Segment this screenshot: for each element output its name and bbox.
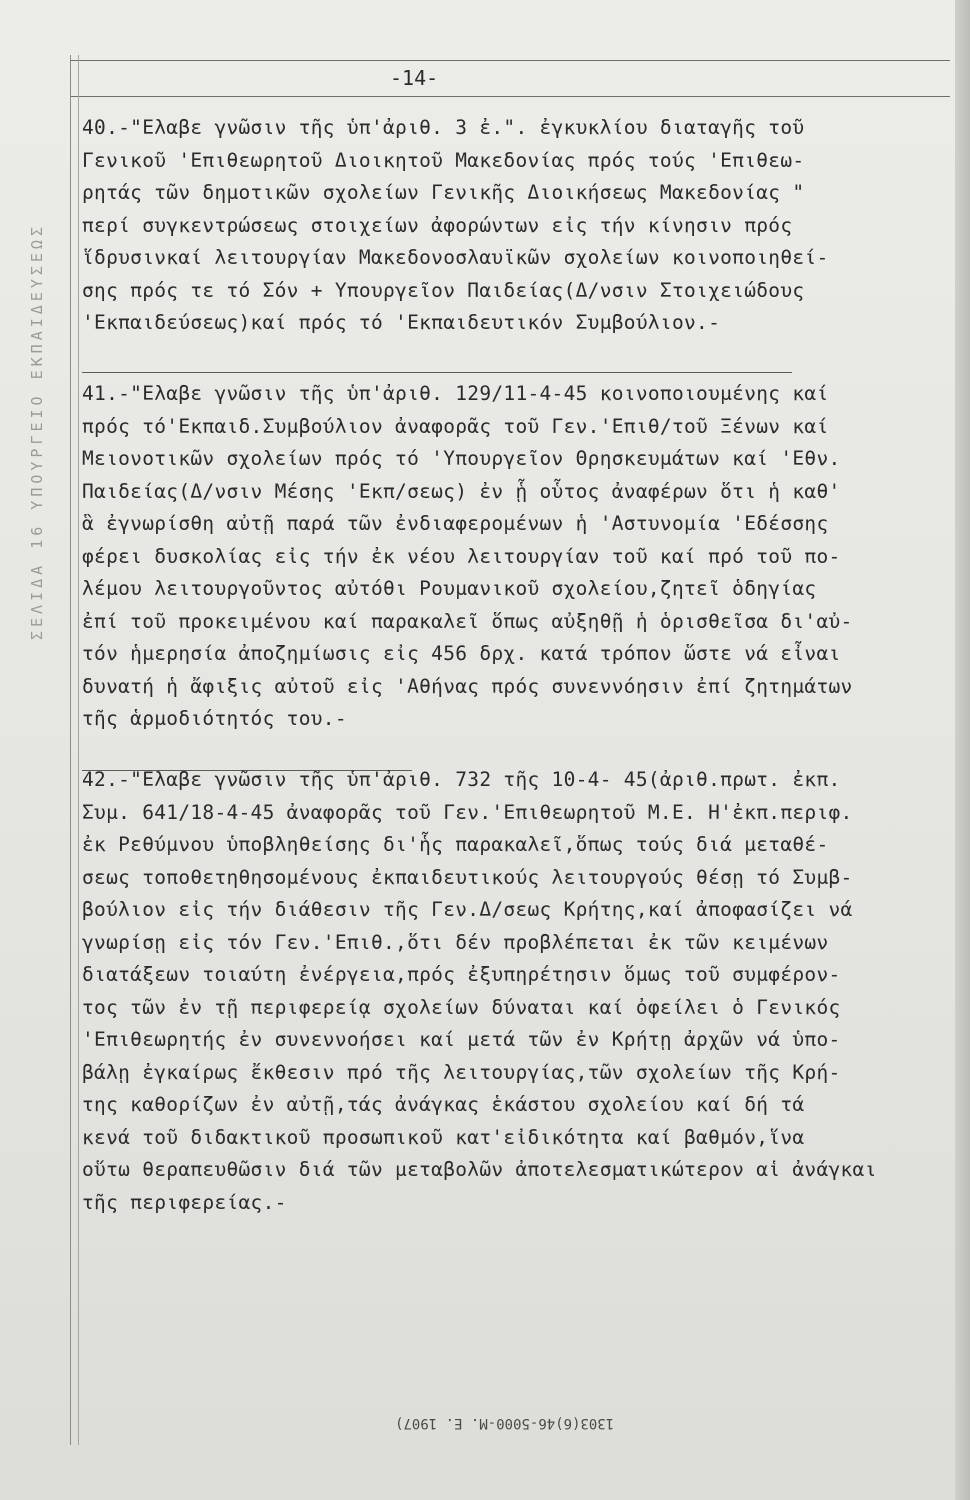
minutes-section-40 [82,112,942,340]
text-line: Γενικοῦ 'Επιθεωρητοῦ Διοικητοῦ Μακεδονίας πρός τούς 'Επιθεω- [82,148,805,172]
text-line: οὕτω θεραπευθῶσιν διά τῶν μεταβολῶν ἀποτελεσματικώτερον αἱ ἀνάγκαι [82,1158,877,1181]
text-line: Συμ. 641/18-4-45 ἀναφορᾶς τοῦ Γεν.'Επιθεωρητοῦ Μ.Ε. Η'ἐκπ.περιφ. [82,800,853,824]
text-line: ἐπί τοῦ προκειμένου καί παρακαλεῖ ὅπως αὐξηθῇ ἡ ὁρισθεῖσα δι'αὐ- [82,609,853,633]
text-line: περί συγκεντρώσεως στοιχείων ἀφορώντων εἰς τήν κίνησιν πρός [82,213,793,237]
text-line: πρός τό'Εκπαιδ.Συμβούλιον ἀναφορᾶς τοῦ Γεν.'Επιθ/τοῦ Ξένων καί [82,414,829,438]
margin-rule-inner [78,55,79,1445]
text-line: 'Εκπαιδεύσεως)καί πρός τό 'Εκπαιδευτικόν Συμβούλιον.- [82,311,721,334]
text-line: ἵδρυσινκαί λειτουργίαν Μακεδονοσλαυϊκῶν σχολείων κοινοποιηθεί- [82,246,829,269]
printer-imprint: 1303(6)46-5000-Μ. Ε. 1907) [395,1415,615,1431]
text-line: σης πρός τε τό Σόν + Υπουργεῖον Παιδείας(Δ/νσιν Στοιχειώδους [82,278,805,302]
text-line: φέρει δυσκολίας εἰς τήν ἐκ νέου λειτουργίαν τοῦ καί πρό τοῦ πο- [82,544,841,568]
text-line: βάλῃ ἐγκαίρως ἔκθεσιν πρό τῆς λειτουργίας,τῶν σχολείων τῆς Κρή- [82,1060,841,1084]
page-edge [955,0,970,1500]
header-rule [70,96,950,97]
minutes-section-42 [82,764,942,1219]
text-line: διατάξεων τοιαύτη ἐνέργεια,πρός ἐξυπηρέτησιν ὅμως τοῦ συμφέρον- [82,963,841,986]
text-line: 40.-"Ελαβε γνῶσιν τῆς ὑπ'ἀριθ. 3 ἐ.". ἐγκυκλίου διαταγῆς τοῦ [82,116,805,139]
page-number: -14- [390,66,439,90]
text-line: τῆς περιφερείας.- [82,1190,287,1214]
text-line: Μειονοτικῶν σχολείων πρός τό 'Υπουργεῖον Θρησκευμάτων καί 'Εθν. [82,447,841,470]
text-line: τόν ἡμερησία ἀποζημίωσις εἰς 456 δρχ. κατά τρόπον ὥστε νά εἶναι [82,642,841,665]
text-line: δυνατή ἡ ἄφιξις αὐτοῦ εἰς 'Αθήνας πρός συνεννόησιν ἐπί ζητημάτων [82,674,853,698]
text-line: 41.-"Ελαβε γνῶσιν τῆς ὑπ'ἀριθ. 129/11-4-45 κοινοποιουμένης καί [82,382,829,405]
text-line: λέμου λειτουργοῦντος αὐτόθι Ρουμανικοῦ σχολείου,ζητεῖ ὁδηγίας [82,577,817,600]
margin-stamp-text: ΣΕΛΙΔΑ 16 ΥΠΟΥΡΓΕΙΟ ΕΚΠΑΙΔΕΥΣΕΩΣ [28,223,46,640]
text-line: ρητάς τῶν δημοτικῶν σχολείων Γενικῆς Διοικήσεως Μακεδονίας " [82,181,805,204]
text-line: γνωρίσῃ εἰς τόν Γεν.'Επιθ.,ὅτι δέν προβλέπεται ἐκ τῶν κειμένων [82,930,829,954]
section-separator [82,372,792,373]
text-line: 'Επιθεωρητής ἐν συνεννοήσει καί μετά τῶν ἐν Κρήτῃ ἀρχῶν νά ὑπο- [82,1028,841,1051]
text-line: τῆς ἁρμοδιότητός του.- [82,707,347,730]
text-line: τος τῶν ἐν τῇ περιφερείᾳ σχολείων δύναται καί ὀφείλει ὁ Γενικός [82,995,841,1019]
top-rule [70,60,950,61]
text-line: της καθορίζων ἐν αὐτῇ,τάς ἀνάγκας ἑκάστου σχολείου καί δή τά [82,1093,805,1116]
text-line: Παιδείας(Δ/νσιν Μέσης 'Εκπ/σεως) ἐν ᾗ οὗτος ἀναφέρων ὅτι ἡ καθ' [82,479,841,503]
margin-rule [70,55,71,1445]
text-line: κενά τοῦ διδακτικοῦ προσωπικοῦ κατ'εἰδικότητα καί βαθμόν,ἵνα [82,1125,805,1149]
text-line: σεως τοποθετηθησομένους ἐκπαιδευτικούς λειτουργούς θέσῃ τό Συμβ- [82,865,853,889]
text-line: 42.-"Ελαβε γνῶσιν τῆς ὑπ'ἀριθ. 732 τῆς 10-4- 45(ἀριθ.πρωτ. ἐκπ. [82,768,841,791]
text-line: βούλιον εἰς τήν διάθεσιν τῆς Γεν.Δ/σεως Κρήτης,καί ἀποφασίζει νά [82,898,853,921]
text-line: ἐκ Ρεθύμνου ὑποβληθείσης δι'ἧς παρακαλεῖ,ὅπως τούς διά μεταθέ- [82,833,829,856]
text-line: ἃ ἐγνωρίσθη αὐτῇ παρά τῶν ἐνδιαφερομένων ἡ 'Αστυνομία 'Εδέσσης [82,512,829,535]
minutes-section-41 [82,378,942,736]
margin-stamp [28,223,46,641]
